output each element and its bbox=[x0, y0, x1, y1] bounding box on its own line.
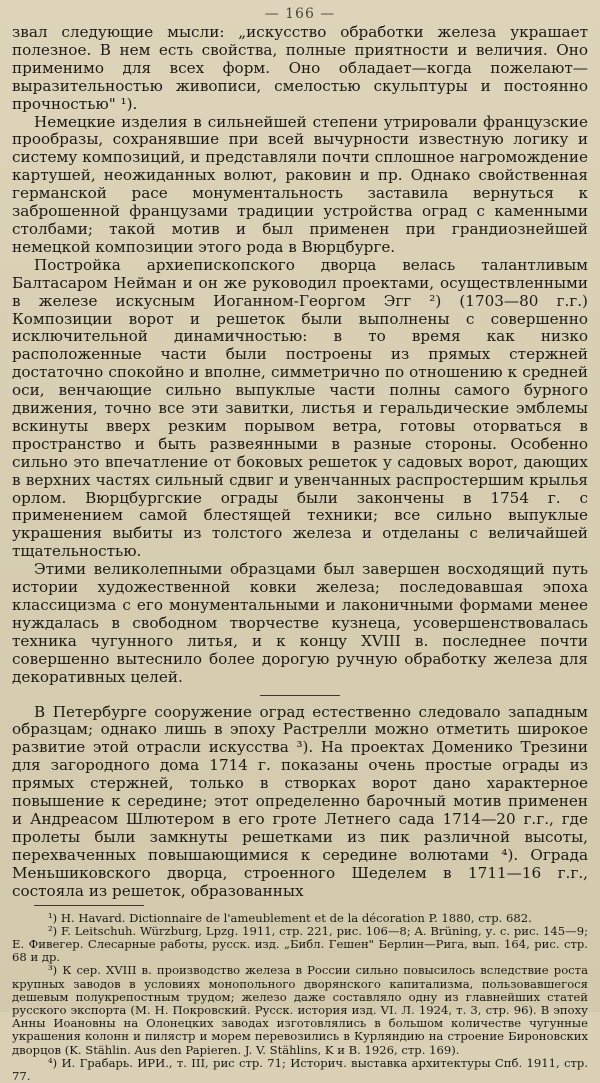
paragraph-3: Постройка архиепископского дворца велась талантливым Балтасаром Нейман и он же руководил проектами, осуществленными в железе искусным Иоганном-Георгом Эгг ²) (1703—80 г.г.) Композиции ворот и решеток были выполнены с совершенно исключительной динамичностью: в то время как низко расположенные части были построены из прямых стержней достаточно спокойно и вполне, симметрично по отношению к средней оси, венчающие сильно выпуклые части полны самого бурного движения, точно все эти завитки, листья и геральдические эмблемы вскинуты вверх резким порывом ветра, готовы оторваться в пространство и быть развеянными в разные стороны. Особенно сильно это впечатление от боковых решеток у садовых ворот, дающих в верхних частях сильный сдвиг и увенчанных распростершим крылья орлом. Вюрцбургские ограды были закончены в 1754 г. с применением самой блестящей техники; все сильно выпуклые украшения выбиты из толстого железа и отделаны с величайшей тщательностью. bbox=[12, 257, 588, 561]
main-text bbox=[12, 24, 588, 901]
paragraph-4: Этими великолепными образцами был завершен восходящий путь истории художественной ковки железа; последовавшая эпоха классицизма с его монументальными и лаконичными формами менее нуждалась в свободном творчестве кузнеца, усовершенствовалась техника чугунного литья, и к концу XVIII в. последнее почти совершенно вытеснило более дорогую ручную обработку железа для декоративных целей. bbox=[12, 561, 588, 686]
footnote-2: ²) F. Leitschuh. Würzburg, Lpzg. 1911, стр. 221, рис. 106—8; A. Brüning, у. с. рис. 145—9; Е. Фивегер. Слесарные работы, русск. изд. „Библ. Гешен" Берлин—Рига, вып. 164, рис. стр. 68 и др. bbox=[12, 925, 588, 965]
paragraph-2: Немецкие изделия в сильнейшей степени утрировали французские прообразы, сохранявшие при всей вычурности известную логику и систему композиций, и представляли почти сплошное нагромождение картушей, неожиданных волют, раковин и пр. Однако свойственная германской расе монументальность заставила вернуться к заброшенной французами традиции устройства оград с каменными столбами; такой мотив и был применен при грандиознейшей немецкой композиции этого рода в Вюрцбурге. bbox=[12, 114, 588, 257]
footnote-divider bbox=[34, 905, 144, 906]
paragraph-1: звал следующие мысли: „искусство обработки железа украшает полезное. В нем есть свойства, полные приятности и величия. Оно применимо для всех форм. Оно обладает—когда пожелают—выразительностью живописи, смелостью скульптуры и постоянно прочностью" ¹). bbox=[12, 24, 588, 114]
footnotes bbox=[12, 912, 588, 1083]
footnote-3: ³) К сер. XVIII в. производство железа в России сильно повысилось вследствие роста крупных заводов в условиях монопольного дворянского капитализма, пользовавшегося дешевым полукрепостным трудом; железо даже составляло одну из главнейших статей русского экспорта (М. Н. Покровский. Русск. история изд. VI. Л. 1924, т. 3, стр. 96). В эпоху Анны Иоановны на Олонецких заводах изготовлялись в большом количестве чугунные украшения колонн и пилястр и морем перевозились в Курляндию на строение Бироновских дворцов (K. Stählin. Aus den Papieren. J. V. Stählins, K и B. 1926, стр. 169). bbox=[12, 964, 588, 1056]
section-divider bbox=[260, 695, 340, 696]
paragraph-5: В Петербурге сооружение оград естественно следовало западным образцам; однако лишь в эпоху Растрелли можно отметить широкое развитие этой отрасли искусства ³). На проектах Доменико Трезини для загородного дома 1714 г. показаны очень простые ограды из прямых стержней, только в створках ворот дано характерное повышение к середине; этот определенно барочный мотив применен и Андреасом Шлютером в его гроте Летнего сада 1714—20 г.г., где пролеты были замкнуты решетками из пик различной высоты, перехваченных повышающимися к середине волютами ⁴). Ограда Меньшиковского дворца, строенного Шеделем в 1711—16 г.г., состояла из решеток, образованных bbox=[12, 704, 588, 901]
footnote-4: ⁴) И. Грабарь. ИРИ., т. III, рис стр. 71; Историч. выставка архитектуры Спб. 1911, стр. 77. bbox=[12, 1057, 588, 1083]
footnote-1: ¹) H. Havard. Dictionnaire de l'ameublement et de la décoration P. 1880, стр. 682. bbox=[12, 912, 588, 925]
page-number: — 166 — bbox=[12, 4, 588, 24]
